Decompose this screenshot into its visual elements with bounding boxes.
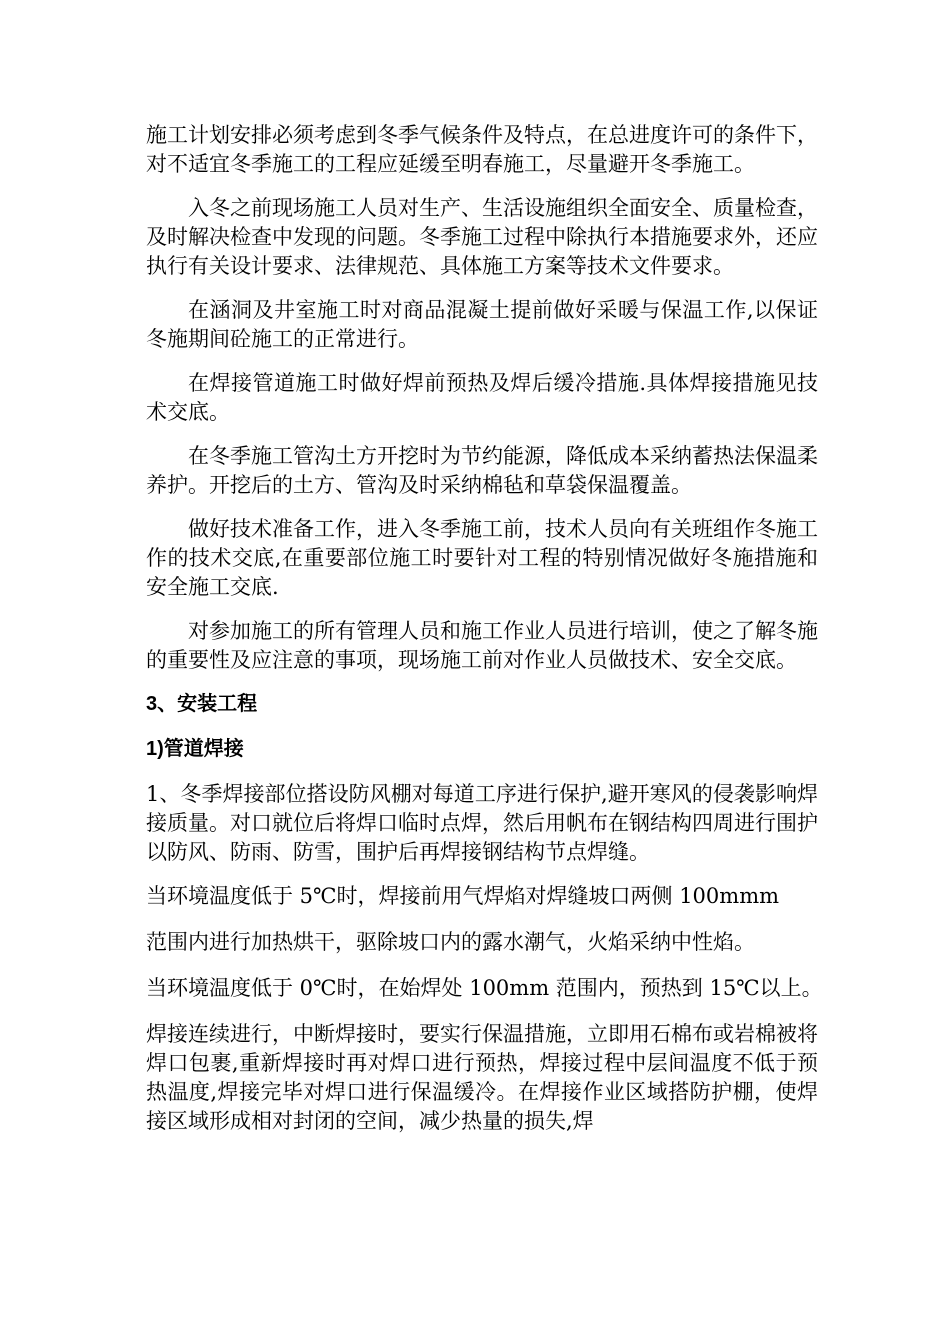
paragraph-winter-schedule: 施工计划安排必须考虑到冬季气候条件及特点，在总进度许可的条件下，对不适宜冬季施工的工程应延缓至明春施工，尽量避开冬季施工。 (146, 123, 818, 176)
paragraph-continuous-welding: 焊接连续进行，中断焊接时，要实行保温措施，立即用石棉布或岩棉被将焊口包裹,重新焊接时再对焊口进行预热，焊接过程中层间温度不低于预热温度,焊接完毕对焊口进行保温缓冷。在焊接作业区域搭防护棚，使焊接区域形成相对封闭的空间，减少热量的损失,焊 (146, 1022, 818, 1133)
section-heading: 3、安装工程 (146, 693, 258, 715)
subsection-heading: 1)管道焊接 (146, 738, 244, 760)
paragraph-trench-excavation: 在冬季施工管沟土方开挖时为节约能源，降低成本采纳蓄热法保温柔养护。开挖后的土方、管沟及时采纳棉毡和草袋保温覆盖。 (146, 444, 818, 497)
paragraph-technical-preparation: 做好技术准备工作，进入冬季施工前，技术人员向有关班组作冬施工作的技术交底,在重要部位施工时要针对工程的特别情况做好冬施措施和安全施工交底. (146, 517, 818, 599)
paragraph-pre-winter-inspection: 入冬之前现场施工人员对生产、生活设施组织全面安全、质量检查，及时解决检查中发现的问题。冬季施工过程中除执行本措施要求外，还应执行有关设计要求、法律规范、具体施工方案等技术文件要求。 (146, 196, 818, 278)
paragraph-drying-flame: 范围内进行加热烘干，驱除坡口内的露水潮气，火焰采纳中性焰。 (146, 930, 755, 954)
paragraph-pipe-welding: 在焊接管道施工时做好焊前预热及焊后缓冷措施.具体焊接措施见技术交底。 (146, 371, 818, 424)
paragraph-culvert-concrete: 在涵洞及井室施工时对商品混凝土提前做好采暖与保温工作,以保证冬施期间砼施工的正常进行。 (146, 298, 818, 351)
paragraph-windbreak-shed: 1、冬季焊接部位搭设防风棚对每道工序进行保护,避开寒风的侵袭影响焊接质量。对口就位后将焊口临时点焊，然后用帆布在钢结构四周进行围护以防风、防雨、防雪，围护后再焊接钢结构节点焊缝。 (146, 782, 818, 864)
paragraph-training: 对参加施工的所有管理人员和施工作业人员进行培训，使之了解冬施的重要性及应注意的事项，现场施工前对作业人员做技术、安全交底。 (146, 619, 818, 672)
paragraph-preheat-5c: 当环境温度低于 5℃时，焊接前用气焊焰对焊缝坡口两侧 100mmm (146, 884, 780, 908)
document-body (146, 121, 823, 1151)
paragraph-preheat-0c: 当环境温度低于 0℃时，在始焊处 100mm 范围内，预热到 15℃以上。 (146, 976, 823, 1000)
